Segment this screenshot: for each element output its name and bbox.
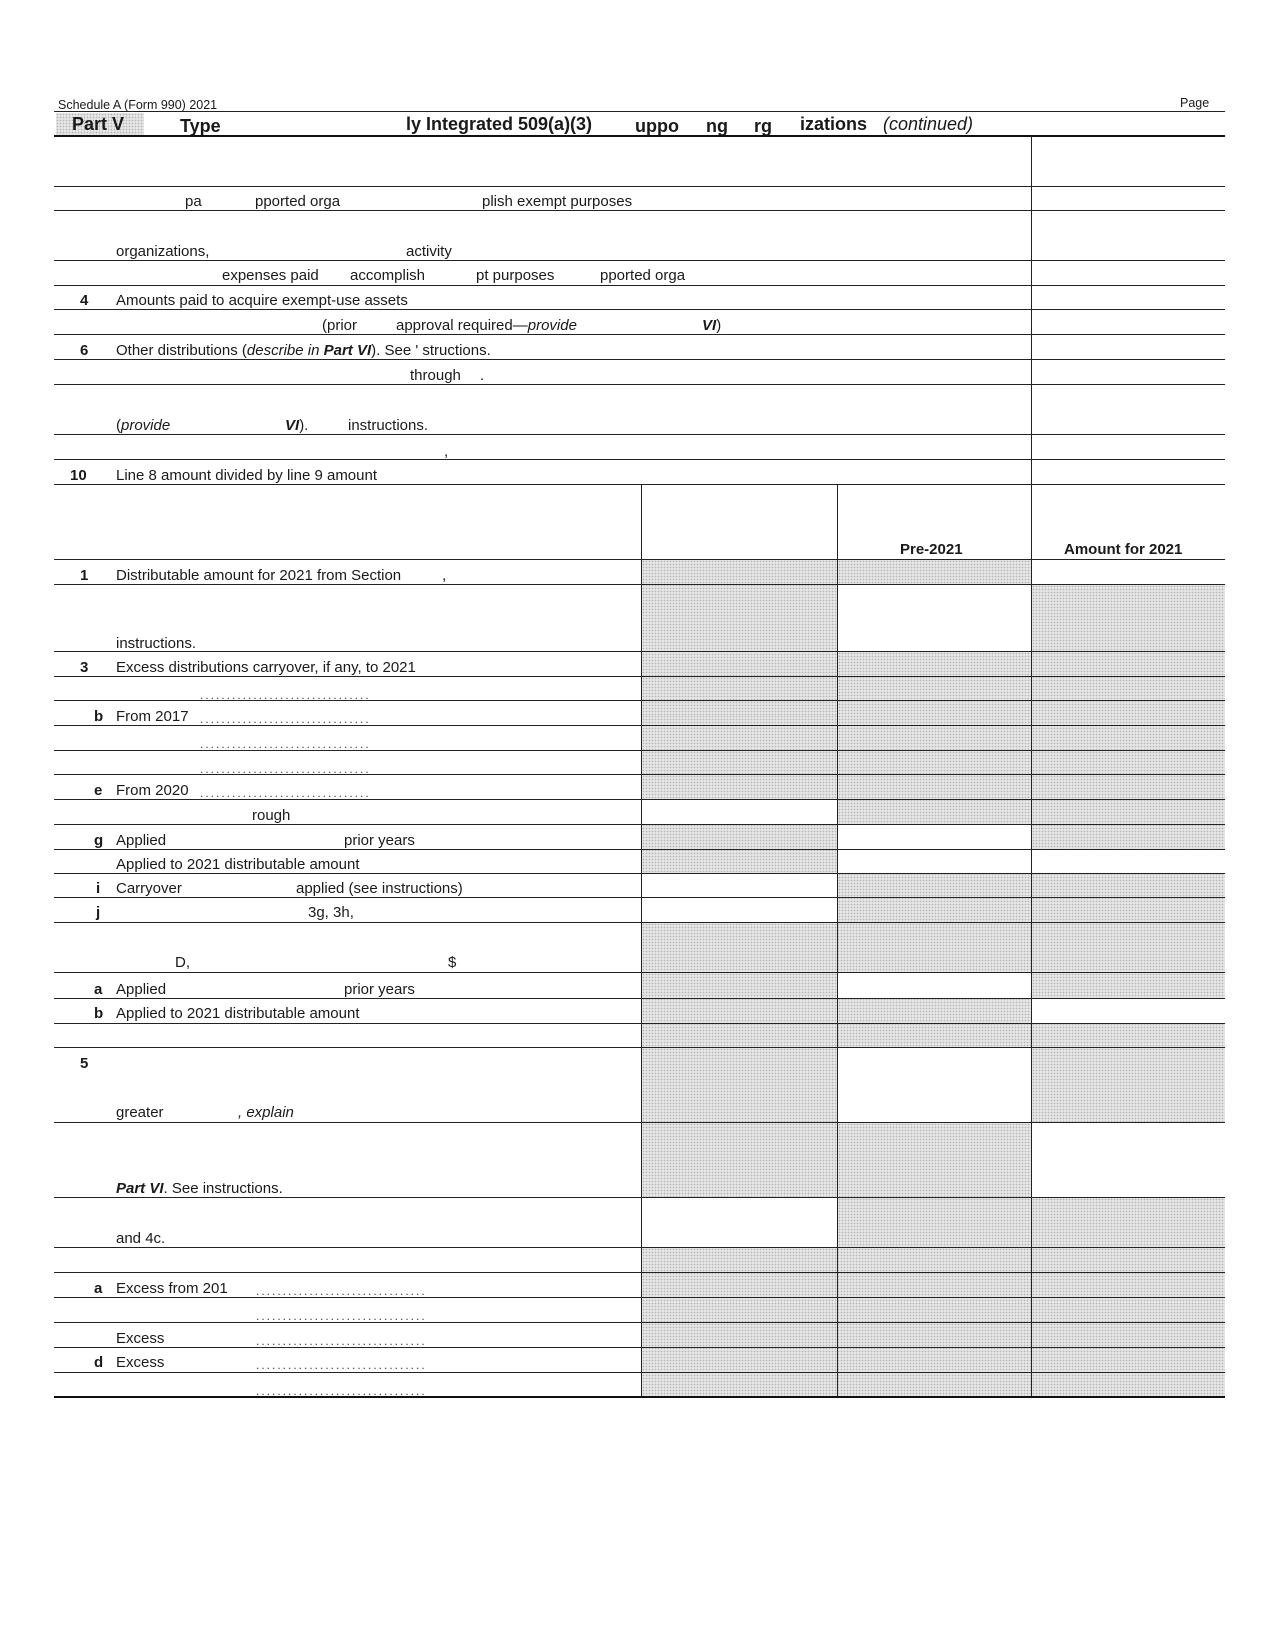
row-rule [54, 774, 1225, 775]
e-r3-number: 3 [80, 659, 89, 676]
e-rc-leader: ................................ [200, 737, 371, 751]
e-rb-leader: ................................ [200, 712, 371, 726]
e-r4a-letter: a [94, 981, 103, 998]
col-header-amount-2021: Amount for 2021 [1064, 541, 1183, 558]
col-divider-3 [1031, 485, 1032, 1397]
section-d-amount-divider [1031, 136, 1032, 484]
part-title-f: izations [800, 114, 868, 134]
shade-col3-rowi [1032, 873, 1225, 923]
d-r6-number: 6 [80, 342, 89, 359]
bottom-rule [54, 1396, 1225, 1398]
row-rule [54, 849, 1225, 850]
e-r8e-leader: ................................ [256, 1384, 427, 1398]
e-r8c-text: Excess [116, 1330, 165, 1347]
row-rule [54, 922, 1225, 923]
e-r4b-text: Applied to 2021 distributable amount [116, 1005, 360, 1022]
e-r8a-leader: ................................ [256, 1284, 427, 1298]
d-r9-comma: , [444, 443, 449, 460]
row-rule [54, 1023, 1225, 1024]
row-rule [54, 309, 1225, 310]
row-rule [54, 210, 1225, 211]
row-rule [54, 824, 1225, 825]
e-r4b-letter: b [94, 1005, 104, 1022]
e-r8c-leader: ................................ [256, 1334, 427, 1348]
d-r10-text: Line 8 amount divided by line 9 amount [116, 467, 378, 484]
e-r8a-text: Excess from 201 [116, 1280, 228, 1297]
form-name: Schedule A (Form 990) 2021 [58, 98, 218, 112]
row-rule [54, 384, 1225, 385]
shade-col2-row6 [838, 1123, 1031, 1198]
part-title-continued: (continued) [883, 114, 974, 134]
e-rg-text-b: prior years [344, 832, 415, 849]
e-r5-explain: , explain [238, 1104, 294, 1121]
e-r4a-text-a: Applied [116, 981, 167, 998]
row-rule [54, 676, 1225, 677]
shade-col3-row4a [1032, 973, 1225, 998]
row-rule [54, 1347, 1225, 1348]
shade-col1-rowg [642, 824, 838, 849]
e-r3a-leader: ................................ [200, 688, 371, 702]
part-title-a: Type [180, 116, 221, 136]
d-r7-a: through [410, 367, 461, 384]
shade-row4c [642, 1023, 1225, 1048]
part-title-e: rg [754, 116, 772, 136]
col-divider-2 [837, 485, 838, 1397]
e-r8b-leader: ................................ [256, 1309, 427, 1323]
row-rule [54, 1297, 1225, 1298]
col-divider-1 [641, 485, 642, 1397]
shade-row4 [642, 923, 1225, 973]
row-rule [54, 285, 1225, 286]
e-r7-text: and 4c. [116, 1230, 166, 1247]
row-rule [54, 459, 1225, 460]
shade-col1-row3 [642, 715, 838, 799]
e-r4-text-b: $ [448, 954, 457, 971]
e-r3-text: Excess distributions carryover, if any, to 2021 [116, 659, 416, 676]
row-rule [54, 1272, 1225, 1273]
e-re-text: From 2020 [116, 782, 189, 799]
e-r5-text: greater [116, 1104, 164, 1121]
shade-col1-rowh [642, 849, 838, 873]
row-rule [54, 651, 1225, 652]
e-r5-number: 5 [80, 1055, 89, 1072]
d-r7-b: . [480, 367, 485, 384]
e-rb-letter: b [94, 708, 104, 725]
shade-col2-row4b [838, 998, 1031, 1023]
part-rule [54, 135, 1225, 137]
row-rule [54, 334, 1225, 335]
d-r1-c: plish exempt purposes [482, 193, 633, 210]
shade-col2-top [838, 560, 1031, 585]
e-rg-text-a: Applied [116, 832, 167, 849]
d-r2-b: activity [406, 243, 452, 260]
e-ri-text-b: applied (see instructions) [296, 880, 463, 897]
e-re-letter: e [94, 782, 103, 799]
row-rule [54, 584, 1225, 585]
d-r5-a: (prior [322, 317, 358, 334]
shade-col2-rowi [838, 873, 1031, 923]
d-r5-c: VI) [702, 317, 722, 334]
e-r6-text: Part VI. See instructions. [116, 1180, 283, 1197]
row-rule [54, 559, 1225, 560]
d-r8-b: VI). [285, 417, 309, 434]
e-r4-text-a: D, [175, 954, 190, 971]
part-title-d: ng [706, 116, 728, 136]
row-rule [54, 725, 1225, 726]
e-re-leader: ................................ [200, 786, 371, 800]
shade-col1-row6 [642, 1123, 838, 1198]
e-ri-text-a: Carryover [116, 880, 182, 897]
e-r1-comma: , [442, 567, 447, 584]
row-rule [54, 799, 1225, 800]
d-r8-c: instructions. [348, 417, 429, 434]
d-r4-number: 4 [80, 292, 89, 309]
e-rb-text: From 2017 [116, 708, 189, 725]
row-rule [54, 750, 1225, 751]
row-rule [54, 897, 1225, 898]
shade-col2-row7 [838, 1198, 1031, 1248]
d-r3-d: pported orga [600, 267, 686, 284]
e-r8d-letter: d [94, 1354, 104, 1371]
row-rule [54, 700, 1225, 701]
d-r8-a: (provide [116, 417, 171, 434]
e-r8d-text: Excess [116, 1354, 165, 1371]
e-r2-text: instructions. [116, 635, 197, 652]
shade-col3-row7 [1032, 1198, 1225, 1248]
shade-col1-row4a [642, 973, 838, 998]
shade-col3-row5 [1032, 1048, 1225, 1123]
row-rule [54, 1372, 1225, 1373]
row-rule [54, 1122, 1225, 1123]
d-r6-text: Other distributions (describe in Part VI). See ' structions. [116, 342, 491, 359]
e-rj-letter: j [96, 904, 101, 921]
d-r3-c: pt purposes [476, 267, 555, 284]
e-r4a-text-b: prior years [344, 981, 415, 998]
e-rd-leader: ................................ [200, 762, 371, 776]
d-r1-b: pported orga [255, 193, 341, 210]
row-rule [54, 434, 1225, 435]
d-r1-a: pa [185, 193, 202, 210]
header-rule [54, 111, 1225, 112]
page-label: Page [1180, 96, 1210, 110]
d-r3-b: accomplish [350, 267, 426, 284]
e-r1-number: 1 [80, 567, 89, 584]
col-header-pre-2021: Pre-2021 [900, 541, 963, 558]
e-r1-text: Distributable amount for 2021 from Section [116, 567, 402, 584]
shade-col1-row5 [642, 1048, 838, 1123]
d-r2-a: organizations, [116, 243, 210, 260]
row-rule [54, 260, 1225, 261]
row-rule [54, 484, 1225, 485]
e-rj-text: 3g, 3h, [308, 904, 354, 921]
shade-col1-row4b [642, 998, 838, 1023]
e-r8d-leader: ................................ [256, 1358, 427, 1372]
row-rule [54, 998, 1225, 999]
row-rule [54, 1247, 1225, 1248]
part-title-b: ly Integrated 509(a)(3) [406, 114, 593, 134]
row-rule [54, 972, 1225, 973]
e-rh-text: Applied to 2021 distributable amount [116, 856, 360, 873]
row-rule [54, 1047, 1225, 1048]
e-ri-letter: i [96, 880, 101, 897]
e-r8a-letter: a [94, 1280, 103, 1297]
row-rule [54, 1197, 1225, 1198]
row-rule [54, 1322, 1225, 1323]
d-r5-b: approval required—provide [396, 317, 577, 334]
row-rule [54, 873, 1225, 874]
d-r3-a: expenses paid [222, 267, 319, 284]
row-rule [54, 359, 1225, 360]
shade-col3-row2 [1032, 585, 1225, 652]
row-rule [54, 186, 1225, 187]
e-rg-letter: g [94, 832, 104, 849]
e-rf-text: rough [252, 807, 291, 824]
d-r4-text: Amounts paid to acquire exempt-use assets [116, 292, 408, 309]
d-r10-number: 10 [70, 467, 87, 484]
part-label: Part V [72, 114, 125, 134]
part-title-c: uppo [635, 116, 679, 136]
shade-col3-rowg [1032, 824, 1225, 849]
